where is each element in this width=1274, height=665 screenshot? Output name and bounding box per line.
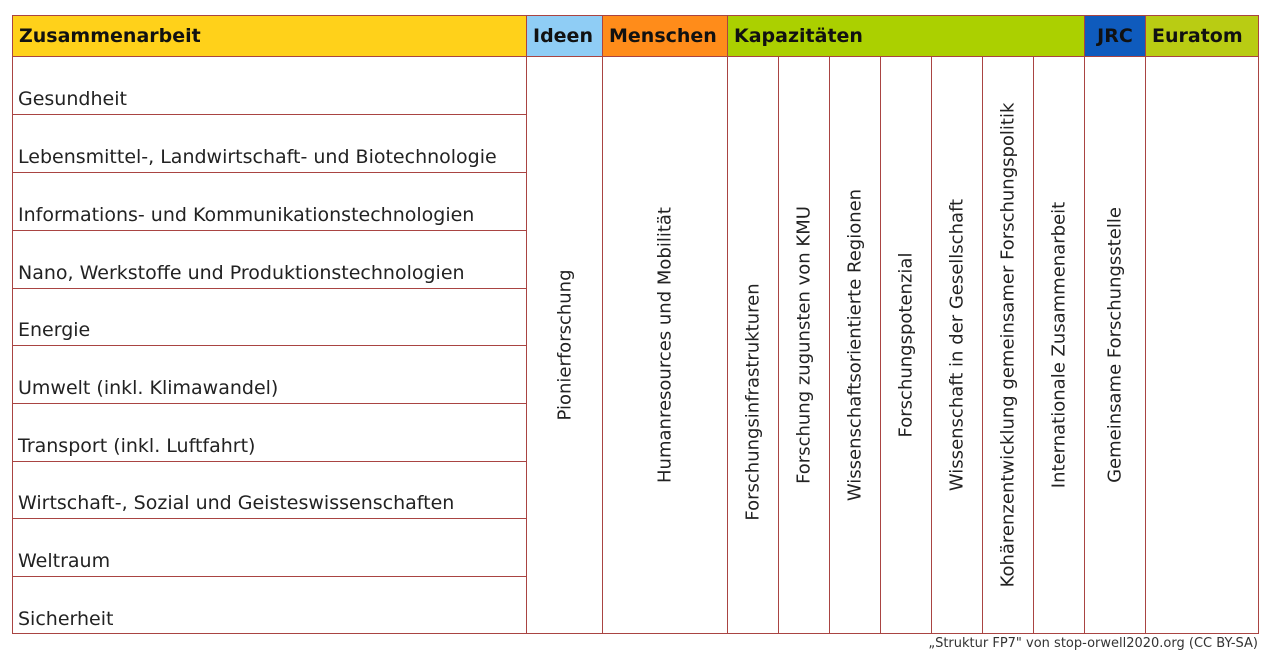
theme-label: Weltraum (18, 550, 111, 572)
theme-label: Transport (inkl. Luftfahrt) (18, 435, 256, 457)
capacities-column (880, 57, 932, 634)
capacities-item-label: Kohärenzentwicklung gemeinsamer Forschungspolitik (997, 102, 1019, 588)
header-zusammenarbeit (12, 15, 527, 57)
header-jrc-label: JRC (1097, 25, 1133, 47)
theme-row (12, 404, 526, 462)
theme-label: Gesundheit (18, 88, 127, 110)
header-menschen-label: Menschen (609, 25, 717, 47)
ideas-item-label: Pionierforschung (554, 269, 575, 421)
capacities-column (829, 57, 881, 634)
theme-label: Sicherheit (18, 608, 114, 630)
header-euratom (1145, 15, 1259, 57)
capacities-item-label: Internationale Zusammenarbeit (1048, 201, 1070, 489)
header-zusammenarbeit-label: Zusammenarbeit (19, 25, 201, 47)
theme-row (12, 115, 526, 173)
theme-label: Energie (18, 319, 91, 341)
theme-row (12, 519, 526, 577)
capacities-column (931, 57, 983, 634)
theme-row (12, 173, 526, 231)
header-kapazitaeten (727, 15, 1085, 57)
jrc-item-label: Gemeinsame Forschungsstelle (1104, 207, 1126, 483)
theme-row (12, 577, 526, 634)
capacities-column (727, 57, 779, 634)
theme-label: Lebensmittel-, Landwirtschaft- und Biotechnologie (18, 146, 497, 168)
theme-label: Nano, Werkstoffe und Produktionstechnologien (18, 262, 465, 284)
header-euratom-label: Euratom (1152, 25, 1243, 47)
jrc-column (1084, 57, 1146, 634)
capacities-item-label: Wissenschaftsorientierte Regionen (844, 188, 866, 502)
ideas-column (526, 57, 603, 634)
header-ideen (526, 15, 603, 57)
header-kapazitaeten-label: Kapazitäten (734, 25, 863, 47)
theme-row (12, 231, 526, 289)
capacities-column (778, 57, 830, 634)
theme-row (12, 57, 526, 115)
capacities-column (1033, 57, 1085, 634)
euratom-column (1145, 57, 1259, 634)
theme-row (12, 462, 526, 519)
header-jrc (1084, 15, 1146, 57)
people-column (602, 57, 728, 634)
header-menschen (602, 15, 728, 57)
theme-label: Wirtschaft-, Sozial und Geisteswissenschaften (18, 492, 455, 514)
capacities-item-label: Forschung zugunsten von KMU (793, 206, 815, 484)
people-item-label: Humanresources und Mobilität (654, 207, 676, 483)
capacities-item-label: Forschungsinfrastrukturen (742, 283, 764, 521)
theme-row (12, 289, 526, 346)
capacities-column (982, 57, 1034, 634)
theme-label: Informations- und Kommunikationstechnologien (18, 204, 475, 226)
header-ideen-label: Ideen (533, 25, 593, 47)
theme-row (12, 346, 526, 404)
capacities-item-label: Wissenschaft in der Gesellschaft (946, 198, 968, 492)
image-caption: „Struktur FP7" von stop-orwell2020.org (CC BY-SA) (928, 636, 1258, 651)
capacities-item-label: Forschungspotenzial (895, 252, 917, 438)
theme-label: Umwelt (inkl. Klimawandel) (18, 377, 279, 399)
